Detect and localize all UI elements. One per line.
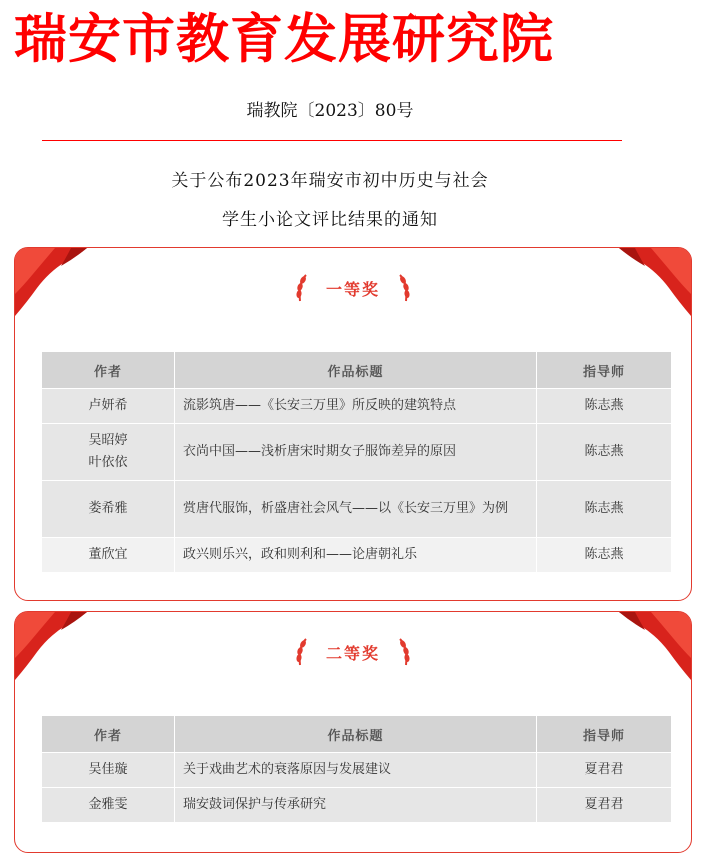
notice-title-line-2: 学生小论文评比结果的通知 [222, 210, 438, 230]
column-header-author: 作者 [42, 716, 175, 753]
advisor-cell: 夏君君 [537, 753, 672, 788]
table-row [42, 538, 671, 573]
award-table [42, 716, 671, 823]
author-name: 吴佳璇 [88, 762, 128, 777]
advisor-cell: 陈志燕 [537, 538, 672, 573]
award-table [42, 352, 671, 573]
laurel-left-icon [294, 637, 312, 667]
award-card-first-prize [14, 247, 692, 601]
laurel-right-icon [394, 637, 412, 667]
title-cell: 关于戏曲艺术的衰落原因与发展建议 [175, 753, 537, 788]
author-cell [42, 753, 175, 788]
author-cell [42, 481, 175, 538]
table-row [42, 481, 671, 538]
column-header-title: 作品标题 [175, 716, 537, 753]
award-card-second-prize [14, 611, 692, 853]
advisor-cell: 夏君君 [537, 788, 672, 823]
column-header-advisor: 指导师 [537, 716, 672, 753]
title-cell: 衣尚中国——浅析唐宋时期女子服饰差异的原因 [175, 424, 537, 481]
author-name: 娄希雅 [88, 501, 128, 516]
advisor-cell: 陈志燕 [537, 424, 672, 481]
award-label: 二等奖 [325, 643, 380, 663]
column-header-title: 作品标题 [175, 352, 537, 389]
org-name-header: 瑞安市教育发展研究院 [14, 8, 554, 70]
author-cell [42, 389, 175, 424]
title-cell: 流影筑唐——《长安三万里》所反映的建筑特点 [175, 389, 537, 424]
table-row [42, 389, 671, 424]
author-name: 吴昭婷 [88, 433, 128, 448]
column-header-author: 作者 [42, 352, 175, 389]
author-name: 卢妍希 [88, 398, 128, 413]
table-header-row [42, 716, 671, 753]
advisor-cell: 陈志燕 [537, 389, 672, 424]
table-row [42, 424, 671, 481]
advisor-cell: 陈志燕 [537, 481, 672, 538]
title-cell: 赏唐代服饰，析盛唐社会风气——以《长安三万里》为例 [175, 481, 537, 538]
notice-title-line-1: 关于公布2023年瑞安市初中历史与社会 [171, 171, 489, 191]
author-name: 董欣宜 [88, 547, 128, 562]
author-cell [42, 424, 175, 481]
award-label: 一等奖 [325, 279, 380, 299]
award-heading [15, 634, 691, 670]
table-row [42, 788, 671, 823]
author-cell [42, 538, 175, 573]
red-divider [42, 140, 622, 141]
laurel-right-icon [394, 273, 412, 303]
table-header-row [42, 352, 671, 389]
table-row [42, 753, 671, 788]
column-header-advisor: 指导师 [537, 352, 672, 389]
author-name: 叶依依 [88, 455, 128, 470]
author-name: 金雅雯 [88, 797, 128, 812]
title-cell: 政兴则乐兴，政和则利和——论唐朝礼乐 [175, 538, 537, 573]
laurel-left-icon [294, 273, 312, 303]
author-cell [42, 788, 175, 823]
document-number: 瑞教院〔2023〕80号 [246, 101, 414, 121]
award-heading [15, 270, 691, 306]
title-cell: 瑞安鼓词保护与传承研究 [175, 788, 537, 823]
